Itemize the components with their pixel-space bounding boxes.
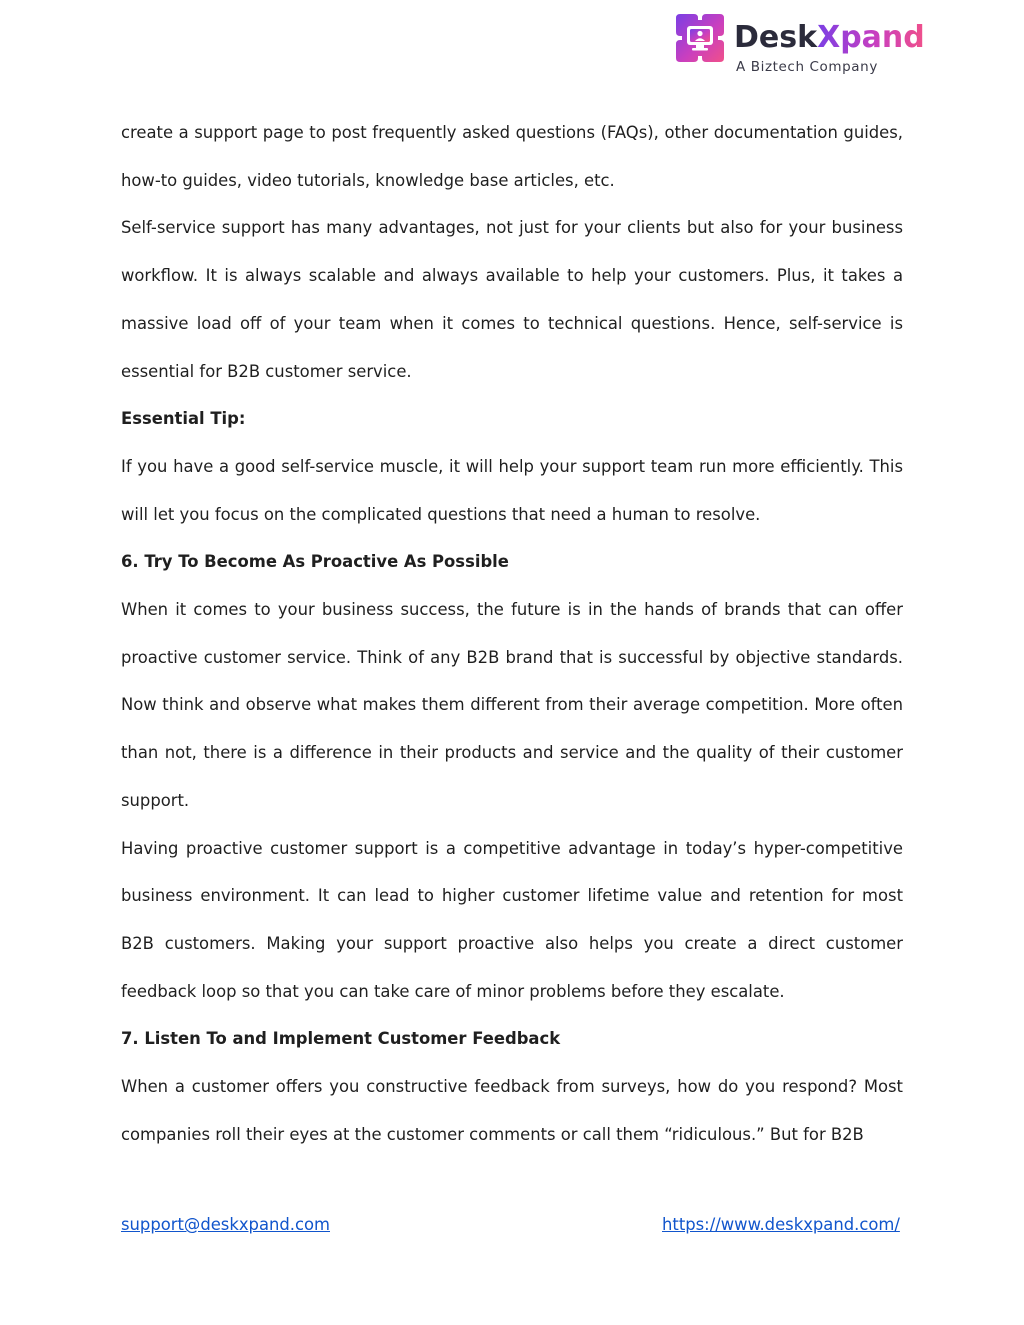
support-email-link[interactable]: support@deskxpand.com [121,1215,330,1234]
brand-logo [672,10,925,80]
brand-name-xpand: Xpand [817,20,925,55]
section-heading-7: 7. Listen To and Implement Customer Feedback [121,1029,561,1049]
paragraph-proactive-advantage: Having proactive customer support is a competitive advantage in today’s hyper-competitive business environment. It can lead to higher customer lifetime value and retention for most B2B customers. Making your support proactive also helps you create a direct customer feedback loop so that you can take care of minor problems before they escalate. [121,838,903,1001]
paragraph-self-service-advantages: Self-service support has many advantages, not just for your clients but also for your business workflow. It is always scalable and always available to help your customers. Plus, it takes a massive load off of your team when it comes to technical questions. Hence, self-service is essential for B2B customer service. [121,218,903,381]
essential-tip-heading: Essential Tip: [121,409,246,429]
section-heading-6: 6. Try To Become As Proactive As Possible [121,552,509,572]
brand-name [734,20,925,56]
brand-tagline: A Biztech Company [736,59,878,75]
website-link[interactable]: https://www.deskxpand.com/ [662,1215,900,1234]
paragraph-essential-tip: If you have a good self-service muscle, it will help your support team run more efficiently. This will let you focus on the complicated questions that need a human to resolve. [121,456,903,524]
brand-name-desk: Desk [734,20,818,55]
paragraph-customer-feedback: When a customer offers you constructive feedback from surveys, how do you respond? Most companies roll their eyes at the customer comments or call them “ridiculous.” But for B2B [121,1077,903,1144]
paragraph-support-page: create a support page to post frequently asked questions (FAQs), other documentation guides, how-to guides, video tutorials, knowledge base articles, etc. [121,123,903,190]
monitor-support-icon [672,10,728,66]
document-body [121,109,903,1158]
paragraph-proactive-service: When it comes to your business success, the future is in the hands of brands that can offer proactive customer service. Think of any B2B brand that is successful by objective standards. Now think and observe what makes them different from their average competition. More often than not, there is a difference in their products and service and the quality of their customer support. [121,600,903,810]
